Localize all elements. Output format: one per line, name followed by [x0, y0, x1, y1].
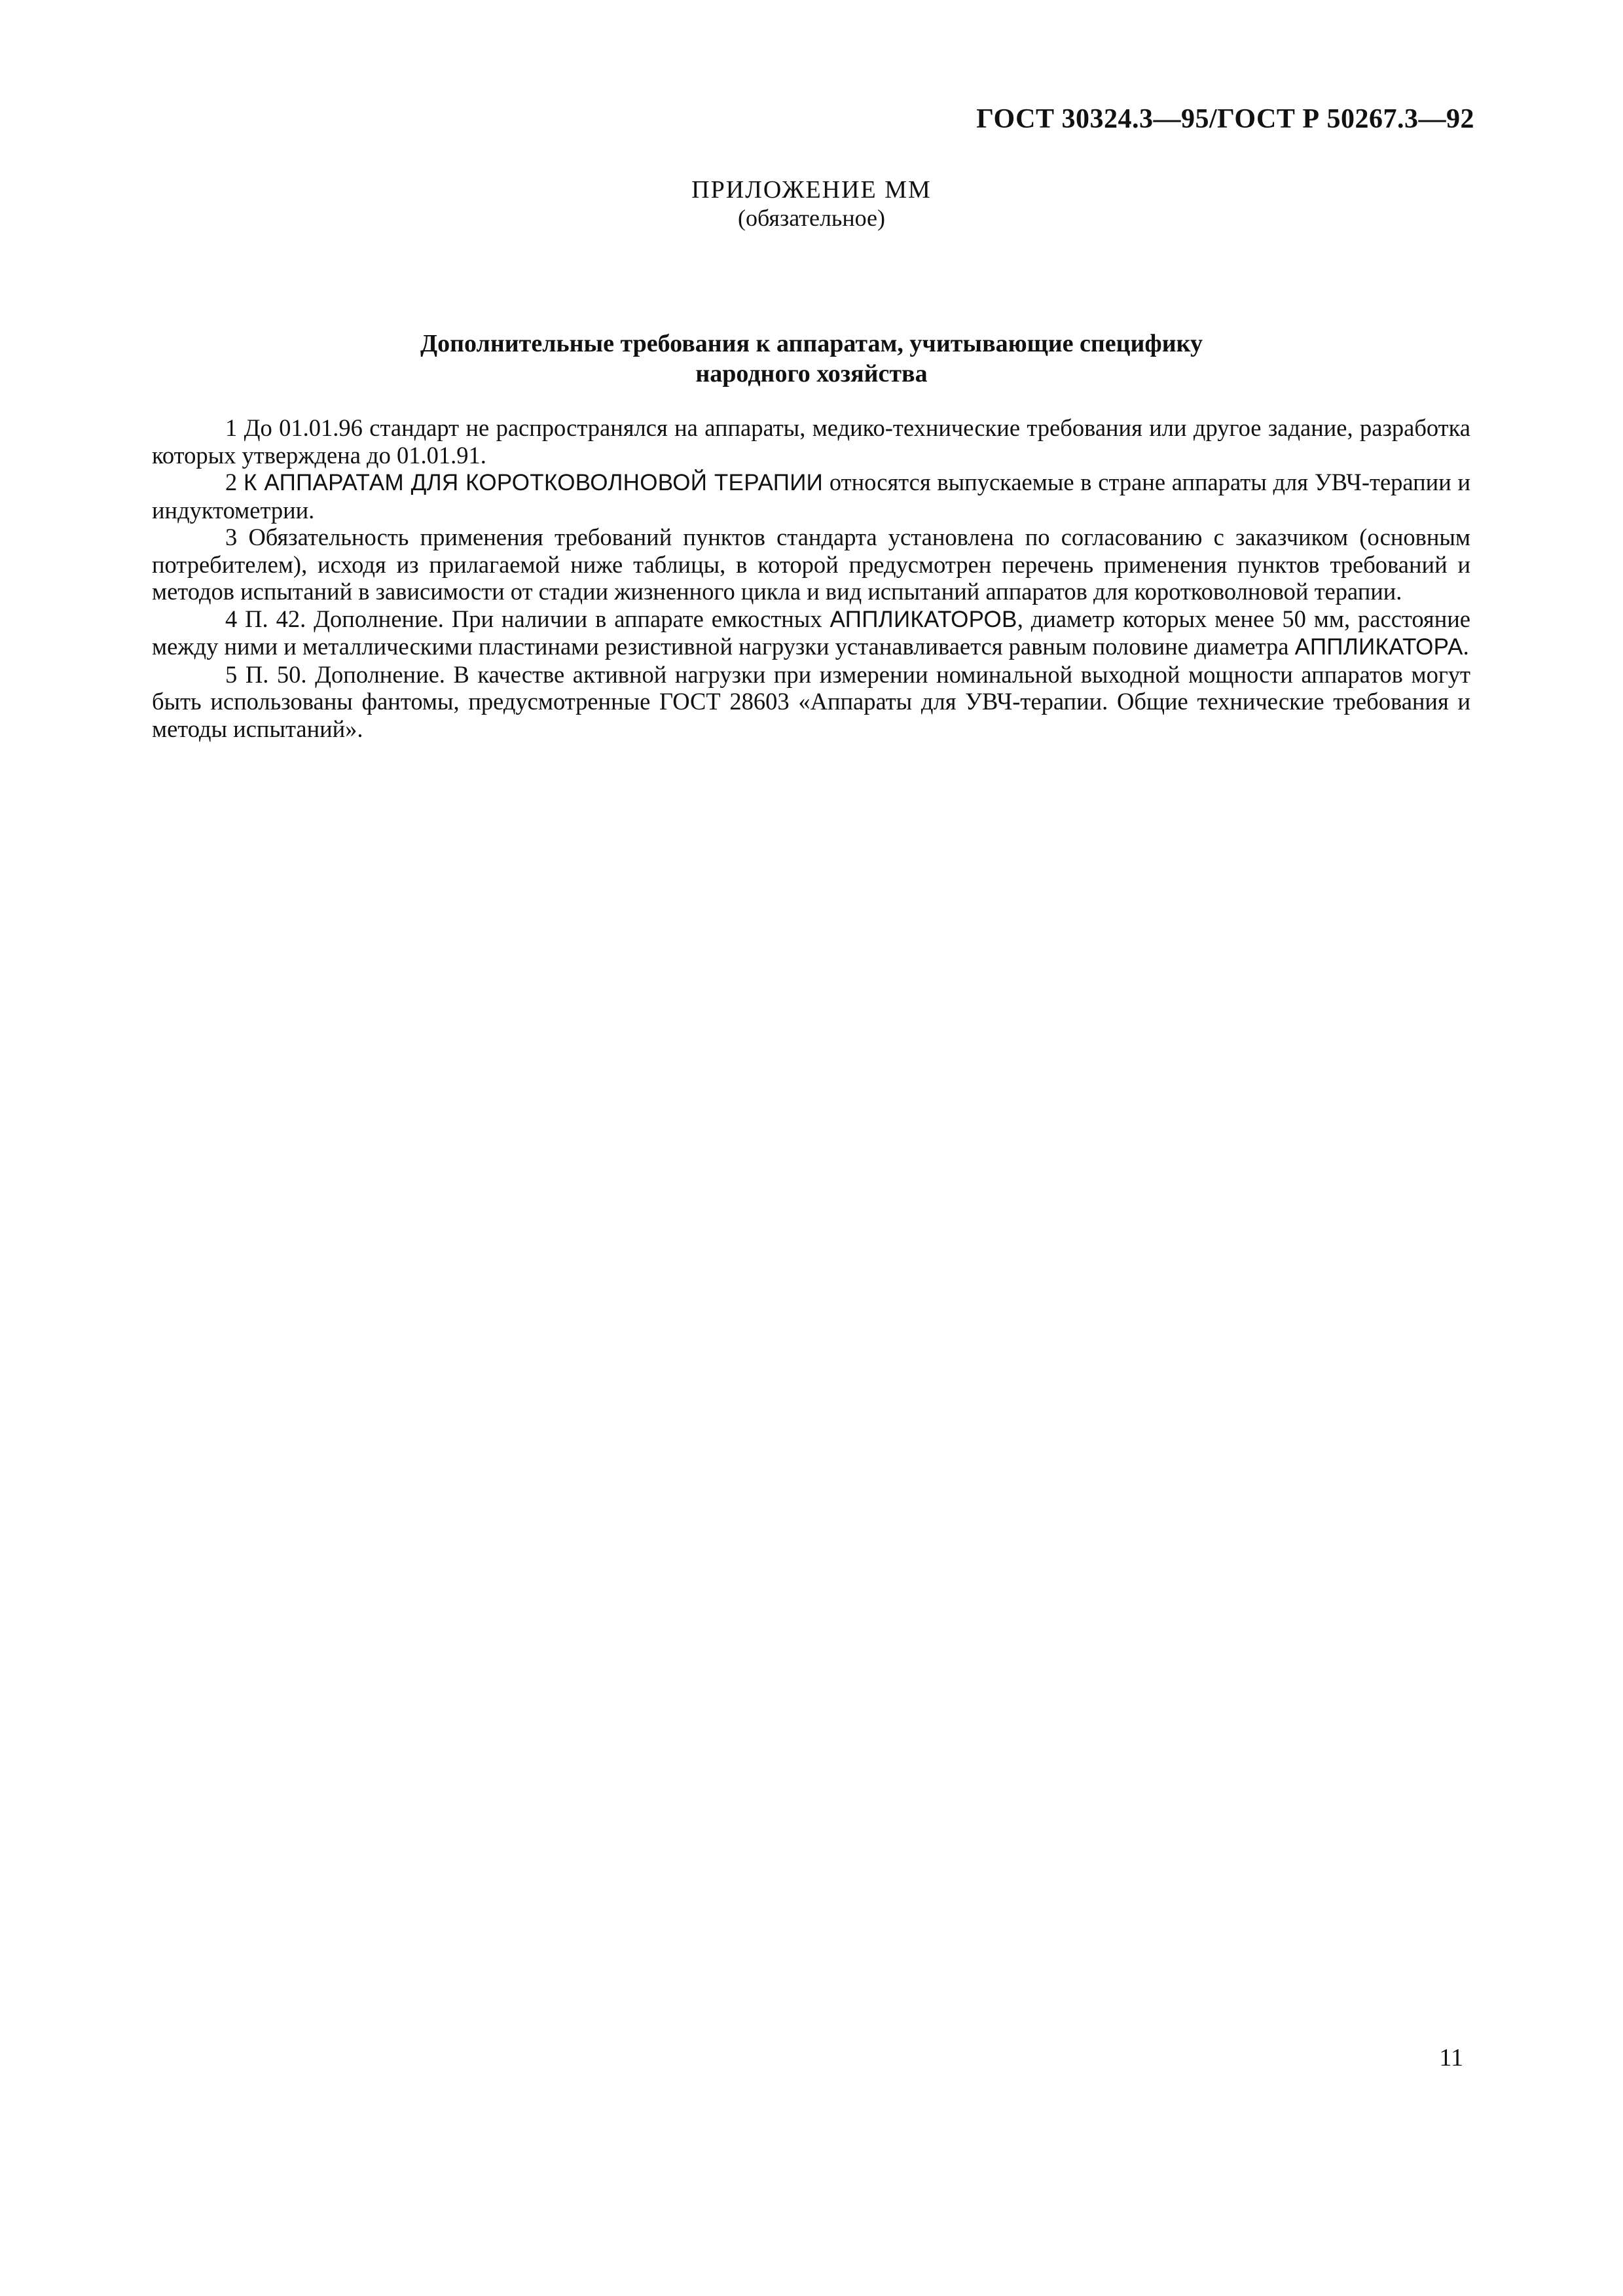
standard-code-header: ГОСТ 30324.3—95/ГОСТ Р 50267.3—92 [976, 104, 1474, 134]
appendix-title: ПРИЛОЖЕНИЕ ММ [691, 176, 932, 204]
paragraph-2-number: 2 [225, 469, 244, 495]
paragraph-2-text: относятся выпускаемые в стране аппараты для УВЧ-терапии и индуктометрии. [152, 469, 1471, 524]
paragraph-4-defined-term-2: АППЛИКАТОРА [1294, 634, 1463, 660]
paragraph-2-defined-term: К АППАРАТАМ ДЛЯ КОРОТКОВОЛНОВОЙ ТЕРАПИИ [244, 470, 824, 495]
section-heading-line-1: Дополнительные требования к аппаратам, учитывающие специфику [420, 330, 1203, 357]
page-number: 11 [1439, 2044, 1463, 2072]
paragraph-1: 1 До 01.01.96 стандарт не распространялся на аппараты, медико-технические требования или другое задание, разработка которых утверждена до 01.01.91. [152, 414, 1470, 469]
paragraph-4-text-end: . [1463, 633, 1469, 660]
section-heading-line-2: народного хозяйства [695, 360, 928, 387]
paragraph-3: 3 Обязательность применения требований пунктов стандарта установлена по согласованию с заказчиком (основным потребителем), исходя из прилагаемой ниже таблицы, в которой предусмотрен перечень применения пунктов требований и методов испытаний в зависимости от стадии жизненного цикла и вид испытаний аппаратов для коротковолновой терапии. [152, 524, 1470, 605]
body-text [152, 414, 1470, 742]
paragraph-2 [152, 469, 1470, 524]
appendix-status: (обязательное) [738, 205, 885, 231]
section-heading [0, 329, 1623, 389]
paragraph-4-text-start: 4 П. 42. Дополнение. При наличии в аппарате емкостных [225, 605, 830, 632]
appendix-block [0, 175, 1623, 232]
paragraph-4 [152, 605, 1470, 661]
paragraph-4-text-middle: , диаметр которых менее 50 мм, расстояние между ними и металлическими пластинами резистивной нагрузки устанавливается равным половине диаметра [152, 605, 1470, 660]
paragraph-4-defined-term-1: АППЛИКАТОРОВ [830, 606, 1017, 632]
paragraph-5: 5 П. 50. Дополнение. В качестве активной нагрузки при измерении номинальной выходной мощности аппаратов могут быть использованы фантомы, предусмотренные ГОСТ 28603 «Аппараты для УВЧ-терапии. Общие технические требования и методы испытаний». [152, 660, 1470, 742]
